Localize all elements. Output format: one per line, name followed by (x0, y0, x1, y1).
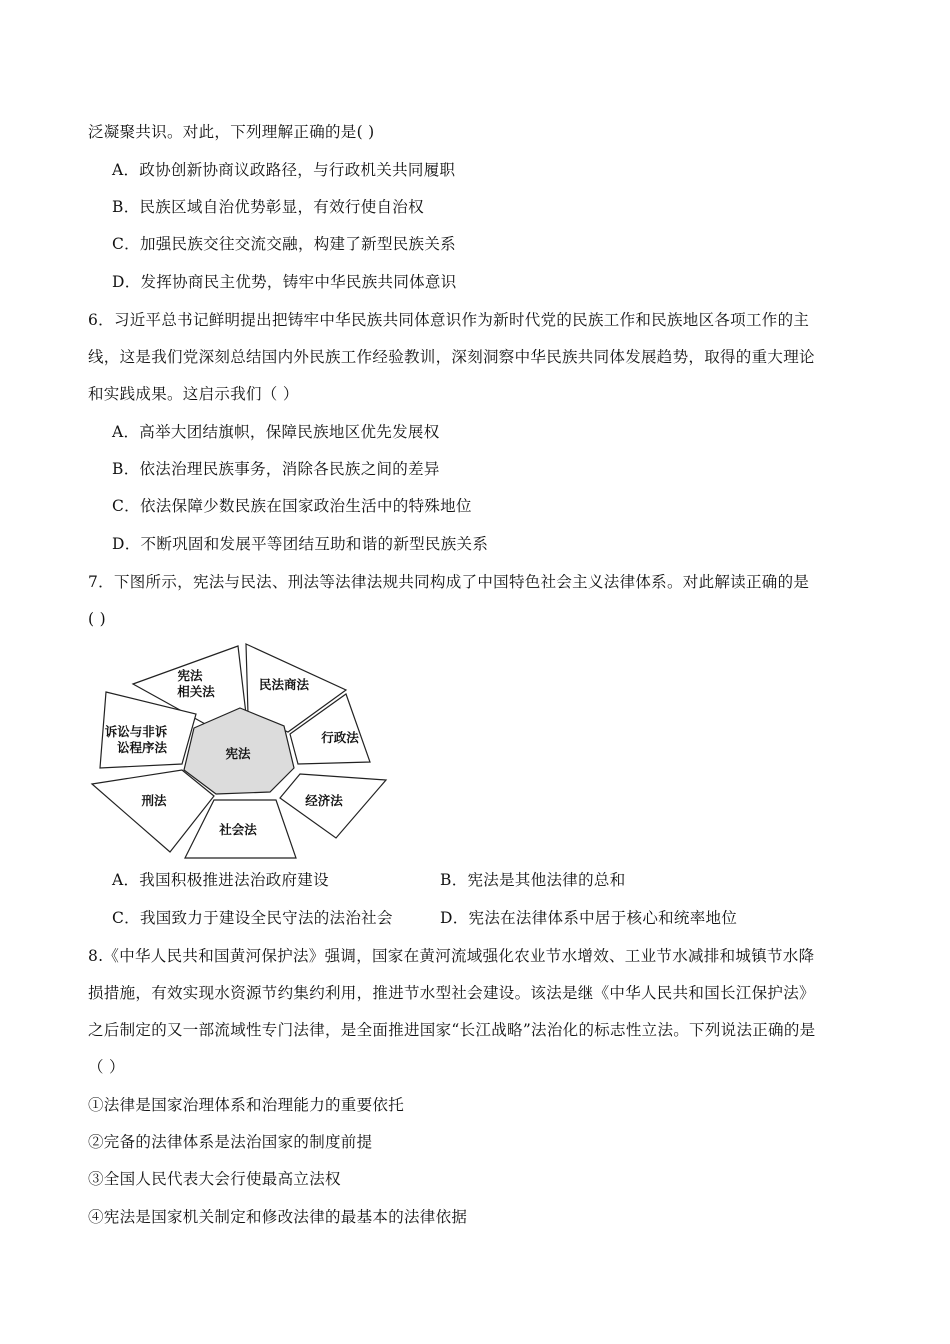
q7-option-d: D．宪法在法律体系中居于核心和统率地位 (440, 909, 738, 927)
q6-option-c: C．依法保障少数民族在国家政治生活中的特殊地位 (112, 497, 472, 515)
q8-item-1: ①法律是国家治理体系和治理能力的重要依托 (88, 1096, 405, 1114)
q6-stem-line-3: 和实践成果。这启示我们（ ） (88, 385, 299, 403)
q6-option-d: D．不断巩固和发展平等团结互助和谐的新型民族关系 (112, 535, 489, 553)
q8-item-2: ②完备的法律体系是法治国家的制度前提 (88, 1133, 373, 1151)
q7-stem-line-1: 7．下图所示，宪法与民法、刑法等法律法规共同构成了中国特色社会主义法律体系。对此解读正确的是 (88, 573, 810, 591)
q8-stem-line-4: （ ） (88, 1058, 125, 1076)
q6-option-a: A．高举大团结旗帜，保障民族地区优先发展权 (112, 423, 440, 441)
q5-option-d: D．发挥协商民主优势，铸牢中华民族共同体意识 (112, 273, 457, 291)
label-constitution-related-2: 相关法 (177, 684, 215, 699)
q5-stem-tail: 泛凝聚共识。对此，下列理解正确的是( ) (88, 123, 375, 141)
label-constitution-related-1: 宪法 (177, 668, 203, 683)
q8-item-3: ③全国人民代表大会行使最高立法权 (88, 1170, 341, 1188)
label-center: 宪法 (225, 746, 251, 761)
label-procedure-1: 诉讼与非诉 (104, 724, 168, 739)
q5-option-c: C．加强民族交往交流交融，构建了新型民族关系 (112, 235, 456, 253)
q7-option-b: B．宪法是其他法律的总和 (440, 871, 626, 889)
q5-option-a: A．政协创新协商议政路径，与行政机关共同履职 (112, 161, 456, 179)
legal-system-diagram (88, 632, 400, 864)
q7-option-a: A．我国积极推进法治政府建设 (112, 871, 329, 889)
q5-option-b: B．民族区域自治优势彰显，有效行使自治权 (112, 198, 424, 216)
q6-stem-line-2: 线，这是我们党深刻总结国内外民族工作经验教训，深刻洞察中华民族共同体发展趋势，取得的重大理论 (88, 348, 815, 366)
q8-item-4: ④宪法是国家机关制定和修改法律的最基本的法律依据 (88, 1208, 468, 1226)
q8-stem-line-3: 之后制定的又一部流域性专门法律，是全面推进国家“长江战略”法治化的标志性立法。下列说法正确的是 (88, 1021, 816, 1039)
q6-stem-line-1: 6．习近平总书记鲜明提出把铸牢中华民族共同体意识作为新时代党的民族工作和民族地区各项工作的主 (88, 311, 810, 329)
label-criminal: 刑法 (141, 793, 167, 808)
label-procedure-2: 讼程序法 (116, 740, 168, 755)
q6-option-b: B．依法治理民族事务，消除各民族之间的差异 (112, 460, 440, 478)
q7-option-c: C．我国致力于建设全民守法的法治社会 (112, 909, 393, 927)
label-economic: 经济法 (305, 793, 343, 808)
q8-stem-line-2: 损措施，有效实现水资源节约集约利用，推进节水型社会建设。该法是继《中华人民共和国长江保护法》 (88, 984, 815, 1002)
label-social: 社会法 (219, 822, 257, 837)
q8-stem-line-1: 8.《中华人民共和国黄河保护法》强调，国家在黄河流域强化农业节水增效、工业节水减排和城镇节水降 (88, 947, 815, 965)
label-administrative: 行政法 (321, 730, 359, 745)
q7-stem-line-2: ( ) (88, 610, 106, 628)
label-civil-commercial: 民法商法 (258, 677, 310, 692)
